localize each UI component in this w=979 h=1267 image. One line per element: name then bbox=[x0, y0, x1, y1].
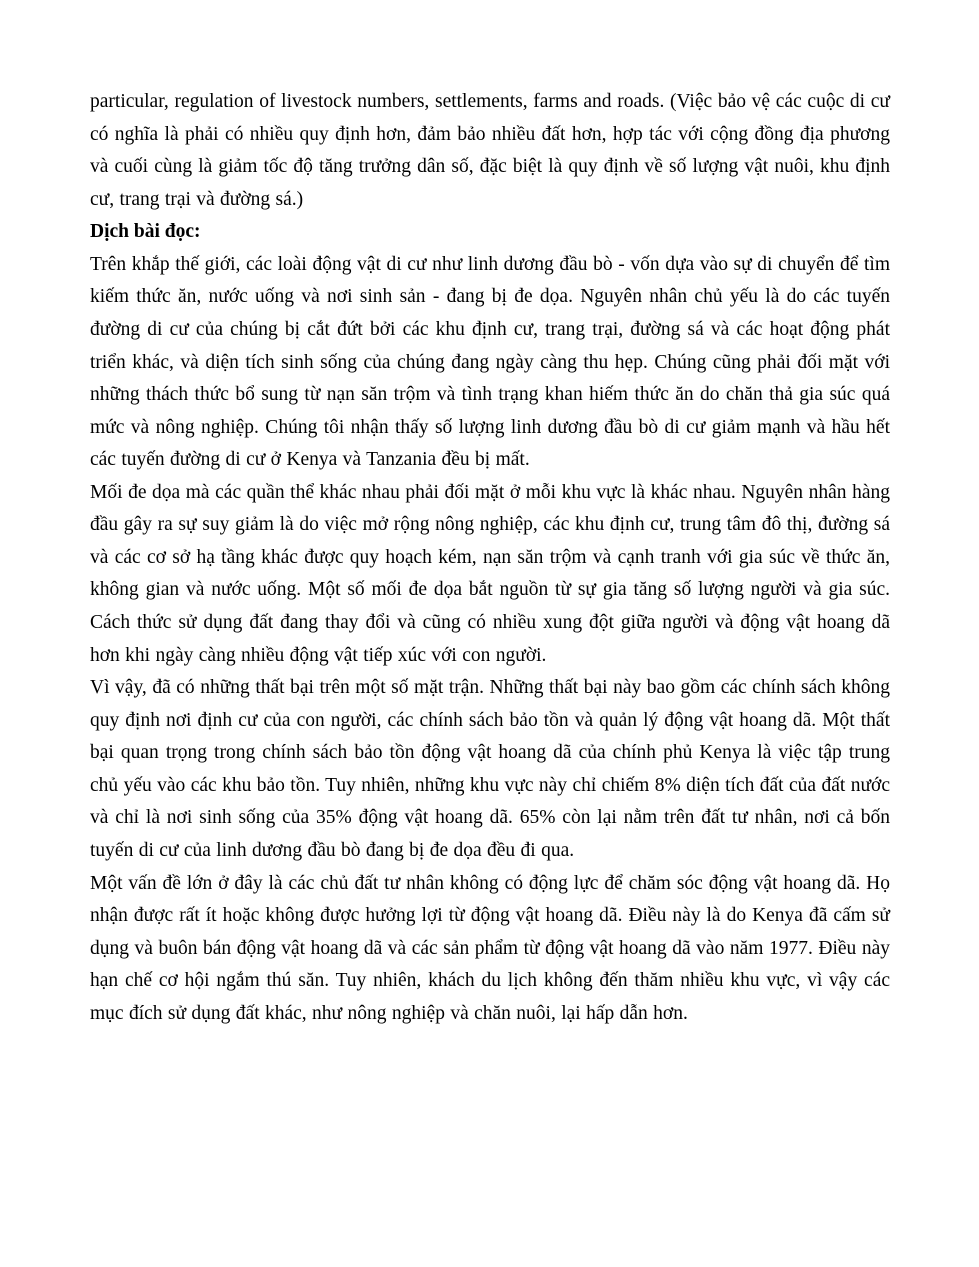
translation-paragraph-1: Trên khắp thế giới, các loài động vật di cư như linh dương đầu bò - vốn dựa vào sự di chuyển để tìm kiếm thức ăn, nước uống và nơi sinh sản - đang bị đe dọa. Nguyên nhân chủ yếu là do các tuyến đường di cư của chúng bị cắt đứt bởi các khu định cư, trang trại, đường sá và các hoạt động phát triển khác, và diện tích sinh sống của chúng đang ngày càng thu hẹp. Chúng cũng phải đối mặt với những thách thức bổ sung từ nạn săn trộm và tình trạng khan hiếm thức ăn do chăn thả gia súc quá mức và nông nghiệp. Chúng tôi nhận thấy số lượng linh dương đầu bò di cư giảm mạnh và hầu hết các tuyến đường di cư ở Kenya và Tanzania đều bị mất. bbox=[90, 253, 890, 471]
reading-translation-heading: Dịch bài đọc: bbox=[90, 221, 201, 243]
translation-paragraph-2: Mối đe dọa mà các quần thể khác nhau phải đối mặt ở mỗi khu vực là khác nhau. Nguyên nhân hàng đầu gây ra sự suy giảm là do việc mở rộng nông nghiệp, các khu định cư, trung tâm đô thị, đường sá và các cơ sở hạ tầng khác được quy hoạch kém, nạn săn trộm và cạnh tranh với gia súc về thức ăn, không gian và nước uống. Một số mối đe dọa bắt nguồn từ sự gia tăng số lượng người và gia súc. Cách thức sử dụng đất đang thay đổi và cũng có nhiều xung đột giữa người và động vật hoang dã hơn khi ngày càng nhiều động vật tiếp xúc với con người. bbox=[90, 481, 890, 666]
paragraph-english-with-vietnamese-note: particular, regulation of livestock numbers, settlements, farms and roads. (Việc bảo vệ các cuộc di cư có nghĩa là phải có nhiều quy định hơn, đảm bảo nhiều đất hơn, hợp tác với cộng đồng địa phương và cuối cùng là giảm tốc độ tăng trưởng dân số, đặc biệt là quy định về số lượng vật nuôi, khu định cư, trang trại và đường sá.) bbox=[90, 91, 890, 210]
translation-paragraph-4: Một vấn đề lớn ở đây là các chủ đất tư nhân không có động lực để chăm sóc động vật hoang dã. Họ nhận được rất ít hoặc không được hưởng lợi từ động vật hoang dã. Điều này là do Kenya đã cấm sử dụng và buôn bán động vật hoang dã và các sản phẩm từ động vật hoang dã vào năm 1977. Điều này hạn chế cơ hội ngắm thú săn. Tuy nhiên, khách du lịch không đến thăm nhiều khu vực, vì vậy các mục đích sử dụng đất khác, như nông nghiệp và chăn nuôi, lại hấp dẫn hơn. bbox=[90, 872, 890, 1024]
translation-paragraph-3: Vì vậy, đã có những thất bại trên một số mặt trận. Những thất bại này bao gồm các chính sách không quy định nơi định cư của con người, các chính sách bảo tồn và quản lý động vật hoang dã. Một thất bại quan trọng trong chính sách bảo tồn động vật hoang dã của chính phủ Kenya là việc tập trung chủ yếu vào các khu bảo tồn. Tuy nhiên, những khu vực này chỉ chiếm 8% diện tích đất của đất nước và chỉ là nơi sinh sống của 35% động vật hoang dã. 65% còn lại nằm trên đất tư nhân, nơi cả bốn tuyến di cư của linh dương đầu bò đang bị đe dọa đều đi qua. bbox=[90, 677, 890, 861]
